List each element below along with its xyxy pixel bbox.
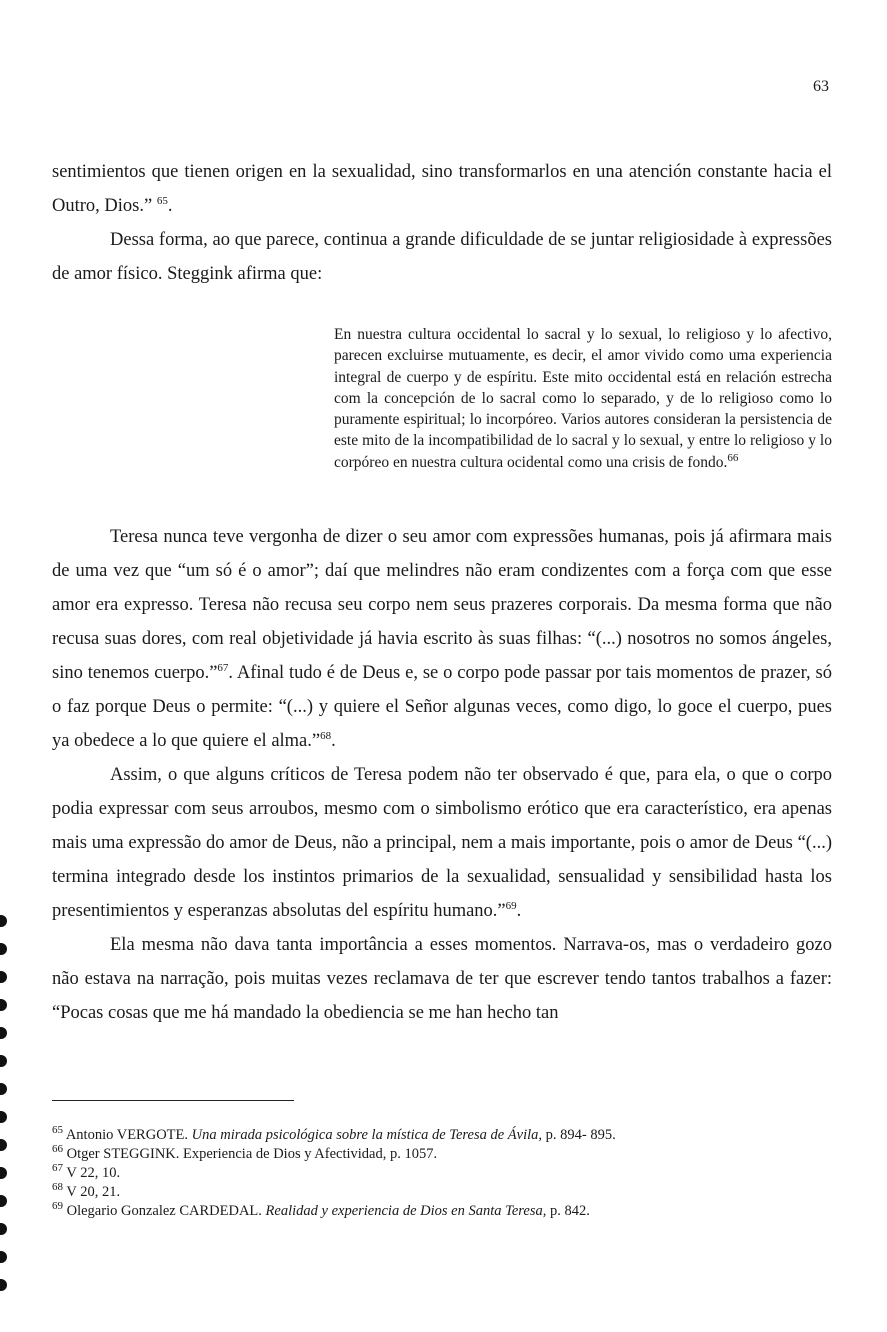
page-number: 63 xyxy=(813,78,829,95)
footnote-source: V 20, 21. xyxy=(66,1184,121,1200)
body-text-bottom xyxy=(52,520,832,1030)
paragraph-3-text-b: . Afinal tudo é de Deus e, se o corpo pode passar por tais momentos de prazer, só o faz porque Deus o permite: “(...) y quiere el Señor algunas veces, como digo, lo goce el cuerpo, pues ya obedece a lo que quiere el alma.” xyxy=(52,663,832,751)
paragraph-4 xyxy=(52,758,832,928)
footnote-title: Realidad y experiencia de Dios en Santa Teresa, xyxy=(265,1203,547,1219)
paragraph-1-end: . xyxy=(167,196,173,216)
footnote-pages: Experiencia de Dios y Afectividad, p. 1057. xyxy=(183,1146,438,1162)
footnote-pages: p. 842. xyxy=(549,1203,590,1219)
footnote-ref-69[interactable]: 69 xyxy=(505,899,517,912)
binding-hole xyxy=(0,971,7,983)
footnote-65 xyxy=(52,1126,832,1145)
footnote-author: Otger STEGGINK. xyxy=(66,1146,180,1162)
footnote-pages: p. 894- 895. xyxy=(545,1127,616,1143)
footnote-ref-65[interactable]: 65 xyxy=(156,194,168,207)
footnote-66 xyxy=(52,1145,832,1164)
footnote-author: Antonio VERGOTE. xyxy=(65,1127,189,1143)
binding-hole xyxy=(0,1223,7,1235)
footnote-divider xyxy=(52,1100,294,1101)
paragraph-3 xyxy=(52,520,832,758)
binding-hole xyxy=(0,1027,7,1039)
paragraph-3-end: . xyxy=(331,731,336,751)
footnote-title: Una mirada psicológica sobre la mística de Teresa de Ávila, xyxy=(191,1127,543,1143)
footnote-number: 66 xyxy=(52,1143,63,1156)
paragraph-1 xyxy=(52,155,832,223)
footnote-69 xyxy=(52,1202,832,1221)
binding-hole xyxy=(0,915,7,927)
binding-hole xyxy=(0,943,7,955)
paragraph-2: Dessa forma, ao que parece, continua a grande dificuldade de se juntar religiosidade à expressões de amor físico. Steggink afirma que: xyxy=(52,230,832,284)
block-quote-text: En nuestra cultura occidental lo sacral y lo sexual, lo religioso y lo afectivo, parecen excluirse mutuamente, es decir, el amor vivido como uma experiencia integral de cuerpo y de espíritu. Este mito occidental está en relación estrecha com la concepción de lo sacral como lo separado, y de lo religioso como lo puramente espiritual; lo incorpóreo. Varios autores consideran la persistencia de este mito de la incompatibilidad de lo sacral y lo sexual, y entre lo religioso y lo corpóreo en nuestra cultura ocidental como una crisis de fondo. xyxy=(334,326,832,471)
footnotes xyxy=(52,1126,832,1221)
binding-holes xyxy=(0,915,8,1307)
binding-hole xyxy=(0,1111,7,1123)
footnote-68 xyxy=(52,1183,832,1202)
footnote-ref-67[interactable]: 67 xyxy=(217,661,229,674)
binding-hole xyxy=(0,1195,7,1207)
paragraph-4-text: Assim, o que alguns críticos de Teresa podem não ter observado é que, para ela, o que o corpo podia expressar com seus arroubos, mesmo com o simbolismo erótico que era característico, era apenas mais uma expressão do amor de Deus, não a principal, nem a mais importante, pois o amor de Deus “(...) termina integrado desde los instintos primarios de la sexualidad, sensualidad y sensibilidad hasta los presentimientos y esperanzas absolutas del espíritu humano.” xyxy=(52,765,832,921)
paragraph-3-text-a: Teresa nunca teve vergonha de dizer o seu amor com expressões humanas, pois já afirmara mais de uma vez que “um só é o amor”; daí que melindres não eram condizentes com a força com que esse amor era expresso. Teresa não recusa seu corpo nem seus prazeres corporais. Da mesma forma que não recusa suas dores, com real objetividade já havia escrito às suas filhas: “(...) nosotros no somos ángeles, sino tenemos cuerpo.” xyxy=(52,527,832,683)
binding-hole xyxy=(0,1167,7,1179)
paragraph-4-end: . xyxy=(516,901,522,921)
footnote-ref-68[interactable]: 68 xyxy=(320,729,332,742)
footnote-source: V 22, 10. xyxy=(66,1165,121,1181)
footnote-number: 67 xyxy=(52,1162,63,1175)
paragraph-5: Ela mesma não dava tanta importância a esses momentos. Narrava-os, mas o verdadeiro gozo não estava na narração, pois muitas vezes reclamava de ter que escrever tendo tantos trabalhos a fazer: “Pocas cosas que me há mandado la obediencia se me han hecho tan xyxy=(52,935,832,1023)
footnote-67 xyxy=(52,1164,832,1183)
binding-hole xyxy=(0,1251,7,1263)
binding-hole xyxy=(0,1139,7,1151)
binding-hole xyxy=(0,1083,7,1095)
footnote-ref-66[interactable]: 66 xyxy=(727,451,739,464)
footnote-number: 69 xyxy=(52,1200,63,1213)
binding-hole xyxy=(0,999,7,1011)
block-quote xyxy=(334,324,832,473)
binding-hole xyxy=(0,1279,7,1291)
binding-hole xyxy=(0,1055,7,1067)
footnote-number: 65 xyxy=(52,1124,63,1137)
paragraph-1-text: sentimientos que tienen origen en la sexualidad, sino transformarlos en una atención constante hacia el Outro, Dios.” xyxy=(52,162,832,216)
footnote-author: Olegario Gonzalez CARDEDAL. xyxy=(66,1203,262,1219)
footnote-number: 68 xyxy=(52,1181,63,1194)
body-text-top xyxy=(52,155,832,291)
